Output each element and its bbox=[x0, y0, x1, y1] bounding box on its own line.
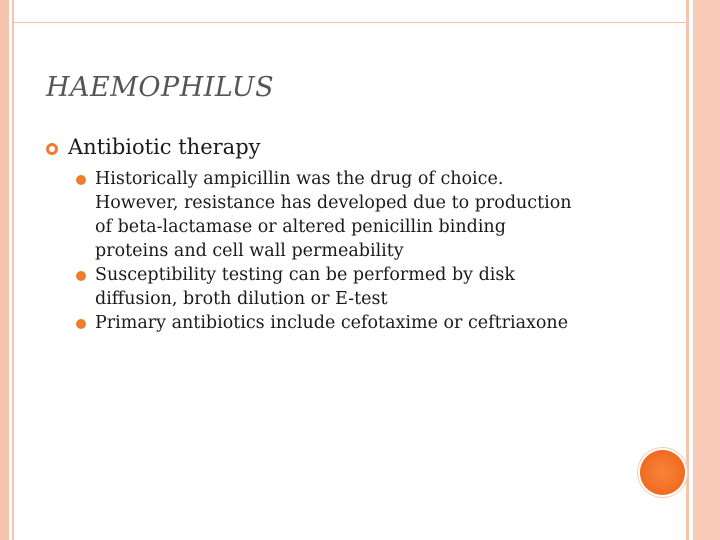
text-line: diffusion, broth dilution or E-test bbox=[95, 289, 388, 309]
decorative-circle bbox=[640, 450, 685, 495]
sub-bullet-text bbox=[95, 263, 515, 311]
text-line: However, resistance has developed due to production bbox=[95, 193, 572, 213]
text-line: Historically ampicillin was the drug of choice. bbox=[95, 169, 504, 189]
sub-bullet-text bbox=[95, 167, 572, 263]
text-line: Primary antibiotics include cefotaxime or ceftriaxone bbox=[95, 313, 569, 333]
text-line: proteins and cell wall permeability bbox=[95, 241, 404, 261]
text-line: Susceptibility testing can be performed by disk bbox=[95, 265, 515, 285]
left-border-line bbox=[12, 0, 14, 540]
ring-bullet-icon bbox=[46, 143, 58, 155]
right-border-band bbox=[693, 0, 720, 540]
bullet-level1 bbox=[46, 134, 261, 160]
text-line: of beta-lactamase or altered penicillin binding bbox=[95, 217, 506, 237]
dot-bullet-icon bbox=[76, 271, 86, 281]
left-border-band bbox=[0, 0, 9, 540]
sub-bullet-item bbox=[76, 167, 636, 263]
sub-bullet-item bbox=[76, 263, 636, 311]
sub-bullet-item bbox=[76, 311, 636, 335]
sub-bullet-text bbox=[95, 311, 568, 335]
dot-bullet-icon bbox=[76, 319, 86, 329]
top-divider bbox=[14, 22, 686, 23]
slide-title: HAEMOPHILUS bbox=[46, 72, 275, 103]
right-border-line bbox=[686, 0, 689, 540]
dot-bullet-icon bbox=[76, 175, 86, 185]
bullet-level1-text: Antibiotic therapy bbox=[68, 135, 261, 159]
sub-bullet-list bbox=[76, 167, 636, 335]
